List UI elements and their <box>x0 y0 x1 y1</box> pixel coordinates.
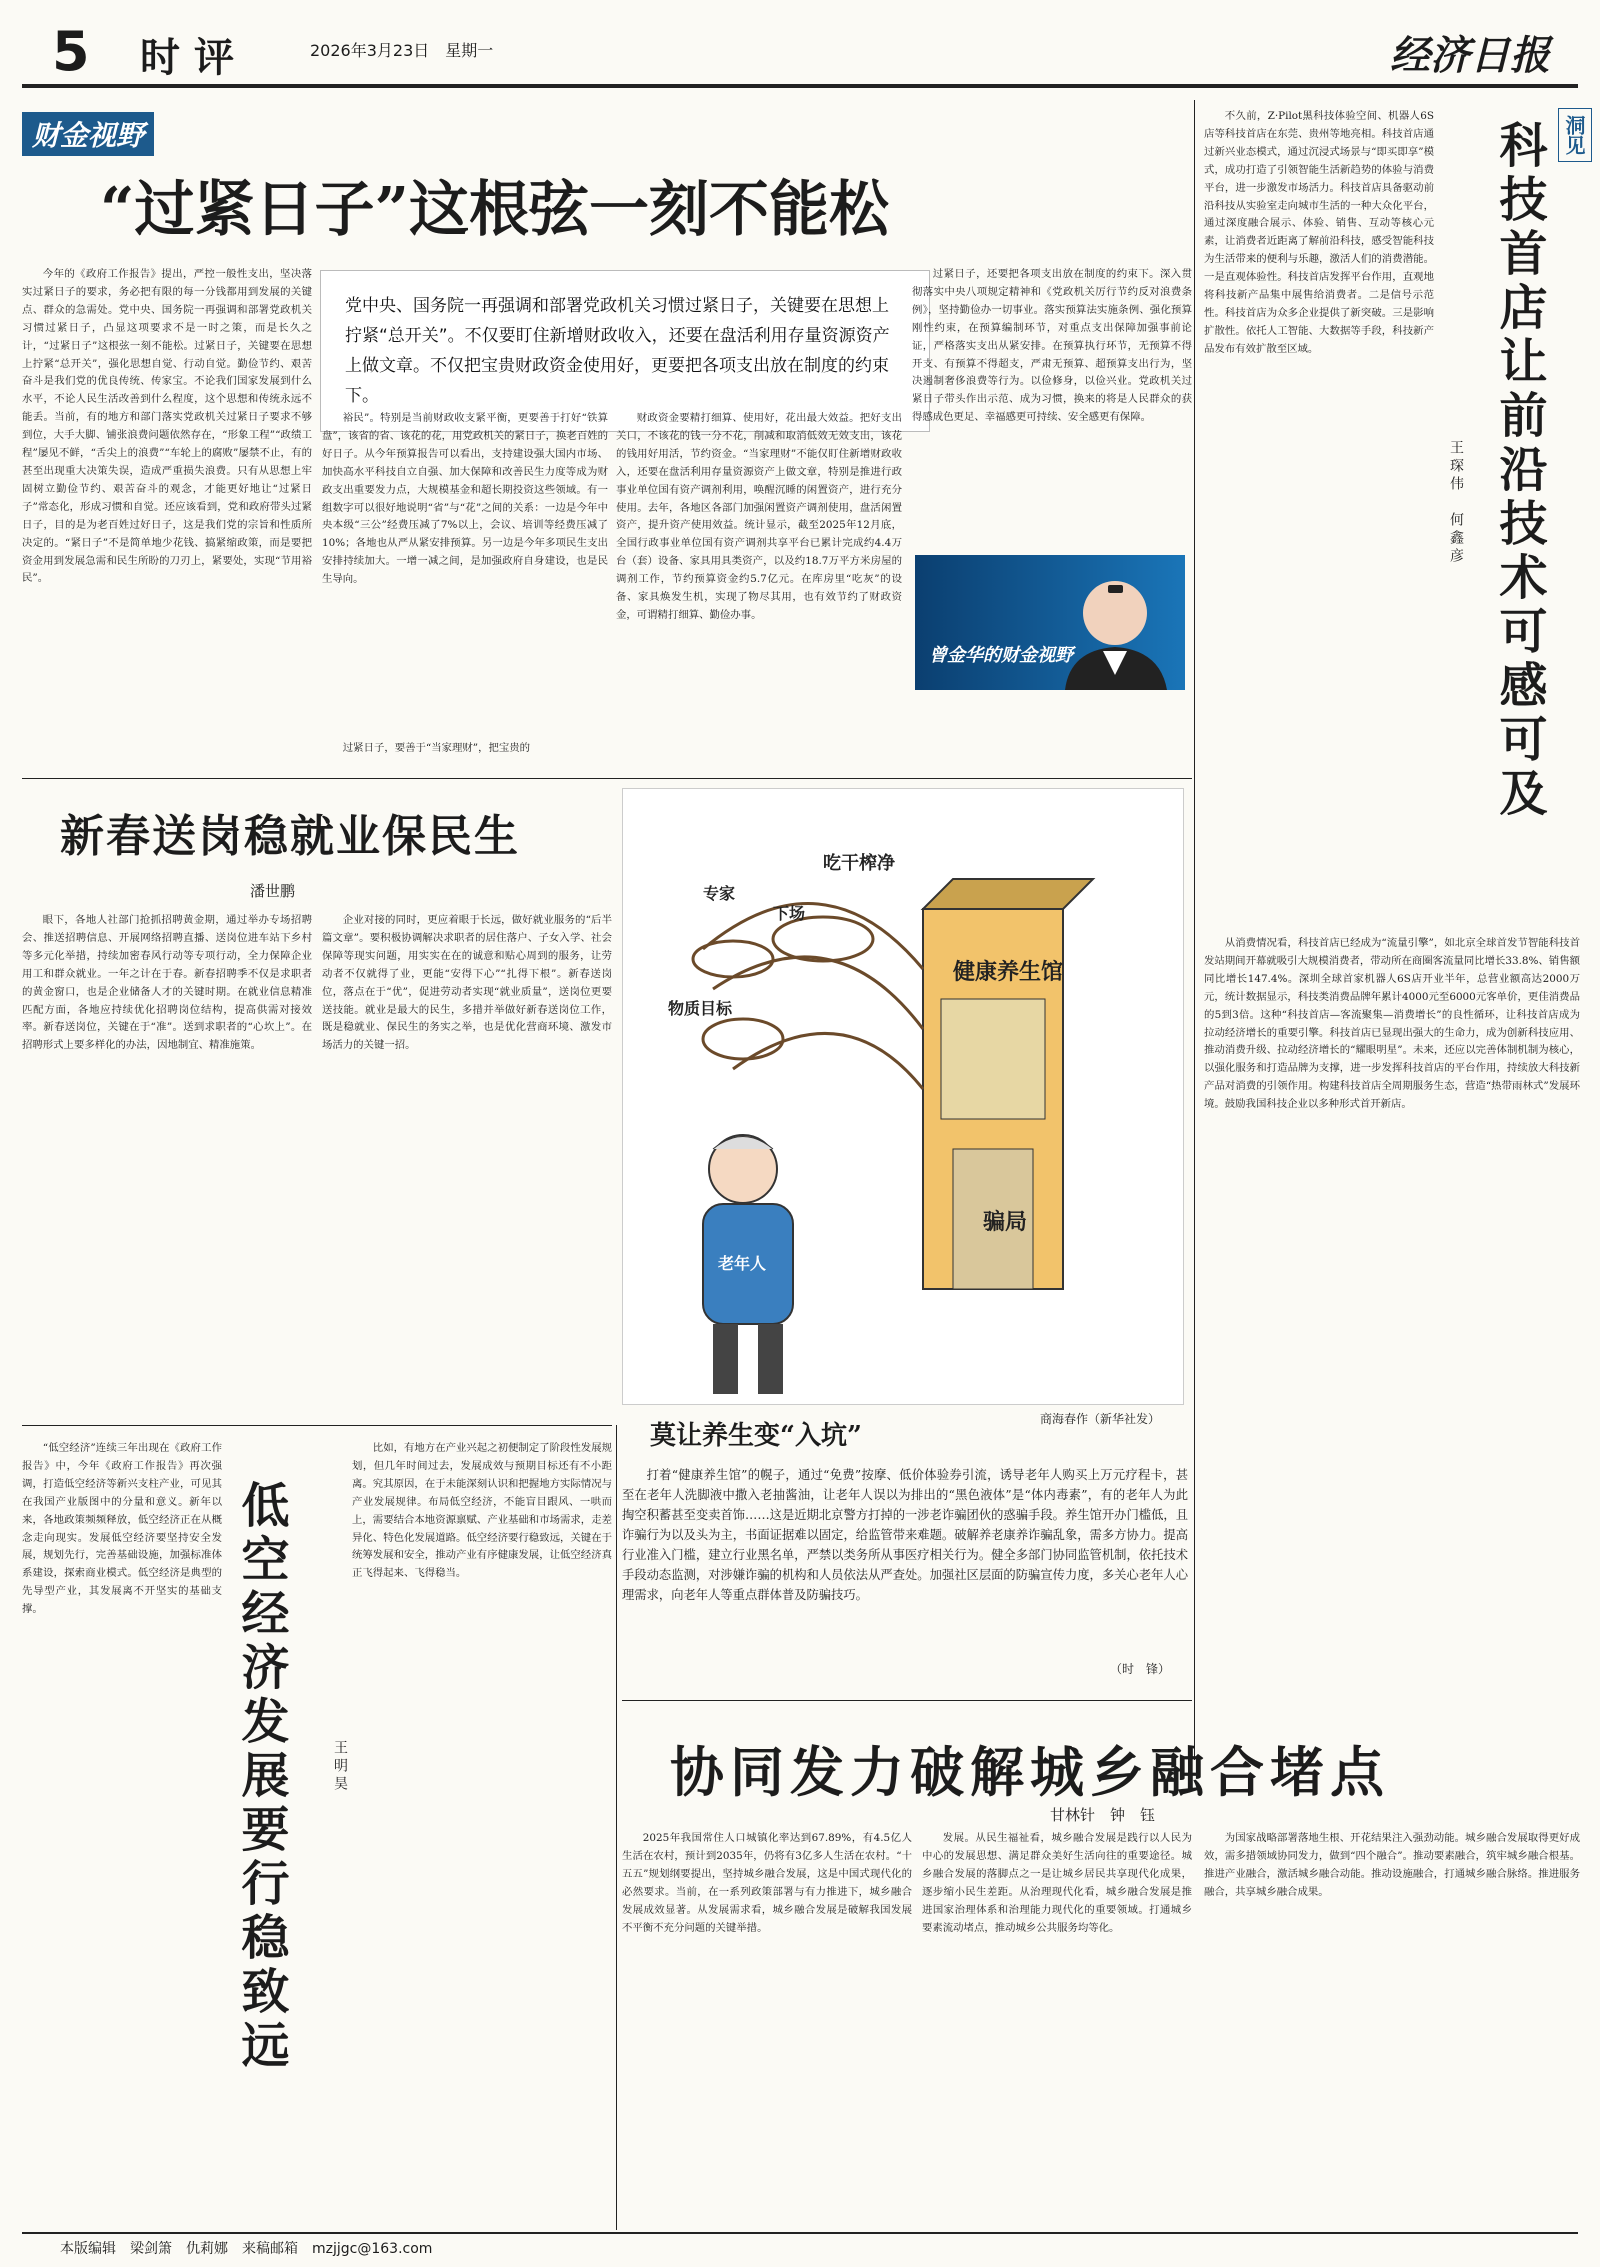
main-article-lead: 党中央、国务院一再强调和部署党政机关习惯过紧日子，关键要在思想上拧紧“总开关”。不仅要盯住新增财政收入，还要在盘活利用存量资源资产上做文章。不仅把宝贵财政资金使用好，更要把各项支出放在制度的约束下。 <box>320 270 930 432</box>
urban-rural-article-col3: 为国家战略部署落地生根、开花结果注入强劲动能。城乡融合发展取得更好成效，需多措领域协同发力，做到“四个融合”。推动要素融合，筑牢城乡融合根基。推进产业融合，激活城乡融合动能。推动设施融合，打通城乡融合脉络。推进服务融合，共享城乡融合成果。 <box>1204 1832 1580 1898</box>
section-title: 时评 <box>140 34 248 81</box>
tech-article-author: 王琛伟 何鑫彦 <box>1448 440 1464 566</box>
section-rule <box>622 1700 1192 1701</box>
main-article-col4: 过紧日子，还要把各项支出放在制度的约束下。深入贯彻落实中央八项规定精神和《党政机关厉行节约反对浪费条例》，坚持勤俭办一切事业。落实预算法实施条例、强化预算刚性约束，在预算编制环节，对重点支出保障加强事前论证，严格落实支出从紧安排。在预算执行环节，无预算不得开支、有预算不得超支，严肃无预算、超预算支出行为，坚决遏制奢侈浪费等行为。以俭修身，以俭兴业。党政机关过紧日子带头作出示范、成为习惯，换来的将是人民群众的获得感成色更足、幸福感更可持续、安全感更有保障。 <box>912 268 1192 424</box>
cartoon-illustration <box>623 789 1183 1404</box>
tech-article-title: 科技首店让前沿技术可感可及 <box>1491 120 1547 822</box>
column-divider <box>1194 100 1195 1760</box>
cartoon-credit: 商海春作（新华社发） <box>1040 1412 1161 1426</box>
urban-rural-article-col2: 发展。从民生福祉看，城乡融合发展是践行以人民为中心的发展思想、满足群众美好生活向往的重要途径。城乡融合发展的落脚点之一是让城乡居民共享现代化成果，逐步缩小民生差距。从治理现代化看，城乡融合发展是推进国家治理体系和治理能力现代化的重要领域。打通城乡要素流动堵点，推动城乡公共服务均等化。 <box>922 1832 1192 1934</box>
footer-rule <box>22 2232 1578 2234</box>
columnist-card <box>915 555 1185 690</box>
main-article-col1: 今年的《政府工作报告》提出，严控一般性支出，坚决落实过紧日子的要求，务必把有限的每一分钱都用到发展的关键点、群众的急需处。党中央、国务院一再强调和部署党政机关习惯过紧日子，凸显这项要求不是一时之策，而是长久之计，“过紧日子”这根弦一刻不能松。过紧日子，关键要在思想上拧紧“总开关”，强化思想自觉、行动自觉。勤俭节约、艰苦奋斗是我们党的优良传统、传家宝。不论我们国家发展到什么水平，不论人民生活改善到什么程度，这个思想和传统永远不能丢。当前，有的地方和部门落实党政机关过紧日子要求不够到位，大手大脚、铺张浪费问题依然存在，“形象工程”“政绩工程”屡见不鲜，“舌尖上的浪费”“车轮上的腐败”屡禁不止，有的甚至出现重大决策失误，造成严重损失浪费。只有从思想上牢固树立勤俭节约、艰苦奋斗的观念，才能更好地让“过紧日子”常态化，形成习惯和自觉。还应该看到，党和政府带头过紧日子，目的是为老百姓过好日子，这是我们党的宗旨和性质所决定的。“紧日子”不是简单地少花钱、搞紧缩政策，而是要把资金用到发展急需和民生所盼的刀刃上，紧要处，实现“节用裕民”。 <box>22 268 312 585</box>
employment-article-col2: 企业对接的同时，更应着眼于长远，做好就业服务的“后半篇文章”。要积极协调解决求职者的居住落户、子女入学、社会保障等现实问题，用实实在在的诚意和贴心周到的服务，让劳动者不仅就得了业，更能“安得下心”“扎得下根”。新春送岗位，落点在于“优”，促进劳动者实现“就业质量”，送岗位更要送技能。就业是最大的民生，多措并举做好新春送岗位工作，既是稳就业、保民生的务实之举，也是优化营商环境、激发市场活力的关键一招。 <box>322 914 612 1052</box>
cartoon-label: 下场 <box>773 904 806 923</box>
cartoon-label: 老年人 <box>718 1254 767 1273</box>
cartoon-label: 物质目标 <box>668 999 733 1018</box>
employment-article-col1: 眼下，各地人社部门抢抓招聘黄金期，通过举办专场招聘会、推送招聘信息、开展网络招聘直播、送岗位进车站下乡村等多元化举措，持续加密春风行动等专项行动，全力保障企业用工和群众就业。一年之计在于春。新春招聘季不仅是求职者的黄金窗口，也是企业储备人才的关键时期。在就业信息精准匹配方面，各地应持续优化招聘岗位结构，提高供需对接效率。新春送岗位，关键在于“准”。送到求职者的“心坎上”。在招聘形式上要多样化的办法，因地制宜、精准施策。 <box>22 914 312 1052</box>
employment-article-author: 潘世鹏 <box>250 882 296 900</box>
columnist-portrait <box>915 555 1185 690</box>
aviation-article-author: 王明昊 <box>332 1740 348 1794</box>
cartoon-sign: 健康养生馆 <box>953 959 1064 985</box>
columnist-caption: 曾金华的财金视野 <box>929 645 1073 666</box>
editor-footer: 本版编辑 梁剑箫 仇莉娜 来稿邮箱 mzjjgc@163.com <box>60 2241 433 2257</box>
aviation-article-title: 低空经济发展要行稳致远 <box>233 1480 289 2074</box>
page-number: 5 <box>52 20 90 83</box>
main-article-col2-tail: 过紧日子，要善于“当家理财”，把宝贵的 <box>342 742 531 754</box>
aviation-article-col1: “低空经济”连续三年出现在《政府工作报告》中，今年《政府工作报告》再次强调，打造低空经济等新兴支柱产业，可见其在我国产业版图中的分量和意义。新年以来，各地政策频频释放，低空经济正在从概念走向现实。发展低空经济要坚持安全发展，规划先行，完善基础设施，加强标准体系建设，探索商业模式。低空经济是典型的先导型产业，其发展离不开坚实的基础支撑。 <box>22 1442 222 1616</box>
masthead-logo: 经济日报 <box>1390 32 1550 79</box>
section-rule <box>22 1425 612 1426</box>
eldercare-article-title: 莫让养生变“入坑” <box>650 1421 862 1451</box>
section-rule <box>22 778 1192 779</box>
main-article-col2: 裕民”。特别是当前财政收支紧平衡，更要善于打好“铁算盘”，该省的省、该花的花，用党政机关的紧日子，换老百姓的好日子。从今年预算报告可以看出，支持建设强大国内市场、加快高水平科技自立自强、加大保障和改善民生力度等成为财政支出重要发力点，大规模基金和超长期投资这些领域。有一组数字可以很好地说明“省”与“花”之间的关系：一边是今年中央本级“三公”经费压减了7%以上，会议、培训等经费压减了10%；各地也从严从紧安排预算。另一边是今年多项民生支出安排持续加大。一增一减之间，是加强政府自身建设，也是民生导向。 <box>322 412 608 586</box>
tech-article-col1: 不久前，Z·Pilot黑科技体验空间、机器人6S店等科技首店在东莞、贵州等地亮相。科技首店通过新兴业态模式，通过沉浸式场景与“即买即享”模式，成功打造了引领智能生活新趋势的体验与消费平台，进一步激发市场活力。科技首店具备驱动前沿科技从实验室走向城市生活的一种大众化平台，通过深度融合展示、体验、销售、互动等核心元素，让消费者近距离了解前沿科技，感受智能科技为生活带来的便利与乐趣，激活人们的消费潜能。一是直观体验性。科技首店发挥平台作用，直观地将科技新产品集中展售给消费者。二是信号示范性。科技首店为众多企业提供了新突破。三是影响扩散性。依托人工智能、大数据等手段，科技新产品发布有效扩散至区域。 <box>1204 110 1434 355</box>
employment-article-title: 新春送岗稳就业保民生 <box>60 811 520 862</box>
tech-article-col2: 从消费情况看，科技首店已经成为“流量引擎”，如北京全球首发节智能科技首发站期间开幕就吸引大规模消费者，带动所在商圈客流量同比增长33.8%、销售额同比增长147.4%。深圳全球首家机器人6S店开业半年，总营业额高达2000万元，统计数据显示，科技类消费品牌年累计4000元至6000元客单价，更佳消费品的5到3倍。这种“科技首店—客流聚集—消费增长”的良性循环，让科技首店成为拉动经济增长的重要引擎。科技首店已显现出强大的生命力，成为创新科技应用、推动消费升级、拉动经济增长的“耀眼明星”。未来，还应以完善体制机制为核心，以强化服务和打造品牌为支撑，进一步发挥科技首店的平台作用，持续放大科技新产品对消费的引领作用。构建科技首店全周期服务生态，营造“热带雨林式”发展环境。鼓励我国科技企业以多种形式首开新店。 <box>1204 937 1580 1111</box>
cartoon-label: 吃干榨净 <box>823 853 895 874</box>
aviation-article-col2: 比如，有地方在产业兴起之初便制定了阶段性发展规划，但几年时间过去，发展成效与预期目标还有不小距离。究其原因，在于未能深刻认识和把握地方实际情况与产业发展规律。布局低空经济，不能盲目跟风、一哄而上，需要结合本地资源禀赋、产业基础和市场需求，走差异化、特色化发展道路。低空经济要行稳致远，关键在于统筹发展和安全，推动产业有序健康发展，让低空经济真正飞得起来、飞得稳当。 <box>352 1442 612 1580</box>
urban-rural-article-author: 甘林针 钟 钰 <box>1050 1806 1156 1824</box>
eldercare-article-body: 打着“健康养生馆”的幌子，通过“免费”按摩、低价体验券引流，诱导老年人购买上万元疗程卡，甚至在老年人洗脚液中撒入老抽酱油，让老年人误以为排出的“黑色液体”是“体内毒素”，有的老年人为此掏空积蓄甚至变卖首饰……这是近期北京警方打掉的一涉老诈骗团伙的惑骗手段。养生馆开办门槛低，且诈骗行为以及头为主，书面证据难以固定，给监管带来难题。破解养老康养诈骗乱象，需多方协力。提高行业准入门槛，建立行业黑名单，严禁以类务所从事医疗相关行为。健全多部门协同监管机制，依托技术手段动态监测，对涉嫌诈骗的机构和人员依法从严查处。加强社区层面的防骗宣传力度，多关心老年人心理需求，向老年人等重点群体普及防骗技巧。 <box>622 1468 1188 1602</box>
main-article-title: “过紧日子”这根弦一刻不能松 <box>100 175 890 245</box>
urban-rural-article-col1: 2025年我国常住人口城镇化率达到67.89%，有4.5亿人生活在农村，预计到2035年，仍将有3亿多人生活在农村。“十五五”规划纲要提出，坚持城乡融合发展，这是中国式现代化的必然要求。当前，在一系列政策部署与有力推进下，城乡融合发展成效显著。从发展需求看，城乡融合发展是破解我国发展不平衡不充分问题的关键举措。 <box>622 1832 912 1934</box>
cartoon-frame <box>622 788 1184 1405</box>
header-rule <box>22 84 1578 88</box>
issue-date: 2026年3月23日 星期一 <box>310 41 494 60</box>
side-tag: 洞见 <box>1558 108 1592 162</box>
urban-rural-article-title: 协同发力破解城乡融合堵点 <box>670 1741 1390 1804</box>
main-article-col3: 财政资金要精打细算、使用好，花出最大效益。把好支出关口，不该花的钱一分不花，削减和取消低效无效支出，该花的钱用好用活，节约资金。“当家理财”不能仅盯住新增财政收入，还要在盘活利用存量资源资产上做文章，特别是推进行政事业单位国有资产调剂利用，唤醒沉睡的闲置资产，进行充分使用。去年，各地区各部门加强闲置资产调剂使用，盘活闲置资产，提升资产使用效益。统计显示，截至2025年12月底，全国行政事业单位国有资产调剂共享平台已累计完成约4.4万台（套）设备、家具用具类资产，以及约18.7万平方米房屋的调剂工作，节约预算资金约5.7亿元。在库房里“吃灰”的设备、家具焕发生机，实现了物尽其用，也有效节约了财政资金，可谓精打细算、勤俭办事。 <box>616 412 902 621</box>
cartoon-label: 专家 <box>703 884 736 903</box>
cartoon-label: 骗局 <box>983 1209 1028 1235</box>
eldercare-signature: （时 锋） <box>1110 1662 1171 1676</box>
column-divider <box>616 1425 617 2230</box>
column-label: 财金视野 <box>22 112 154 156</box>
